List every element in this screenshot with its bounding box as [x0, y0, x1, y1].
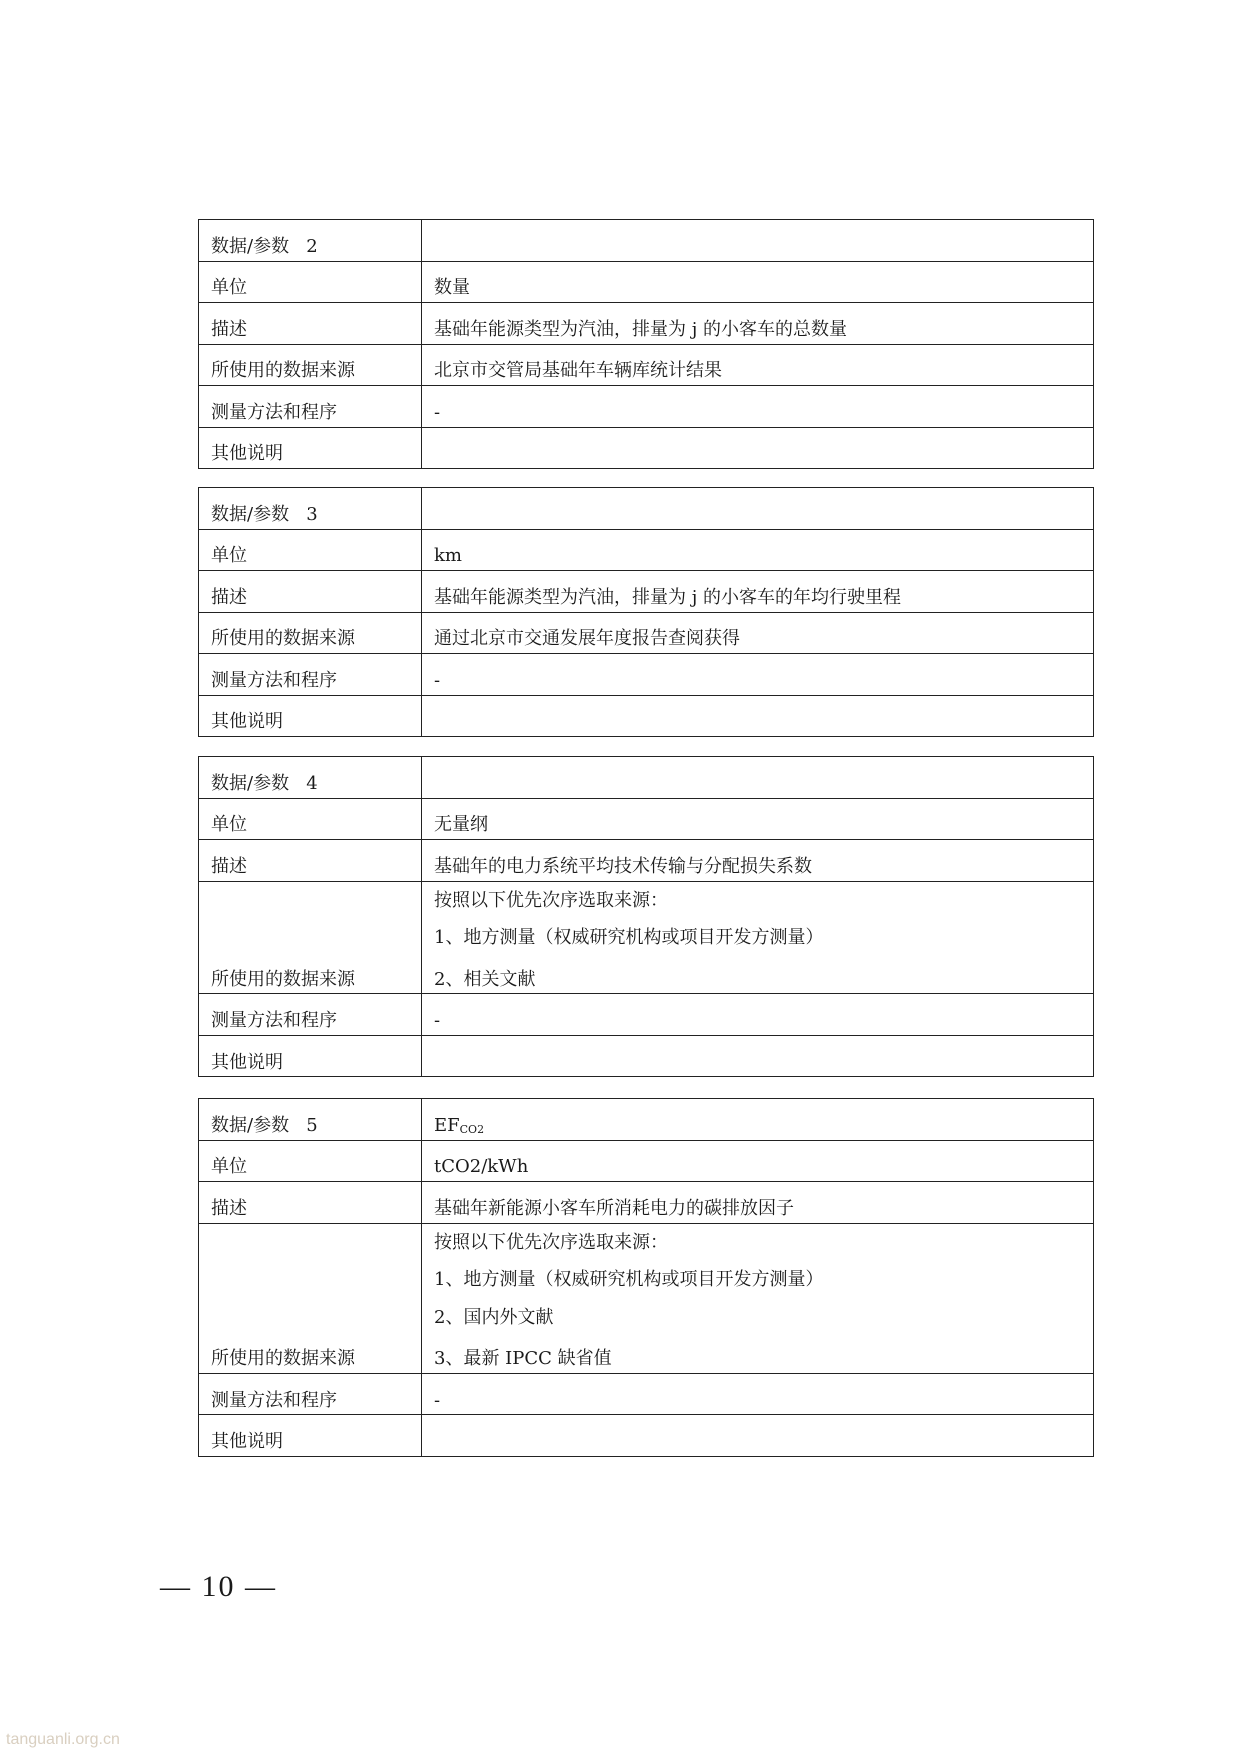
method-label: 测量方法和程序 [199, 1373, 422, 1415]
parameter-table-5 [198, 1098, 1094, 1457]
param-name-cell [422, 757, 1094, 799]
param-row [199, 488, 1094, 530]
description-value: 基础年的电力系统平均技术传输与分配损失系数 [422, 840, 1094, 882]
method-row [199, 994, 1094, 1036]
description-label: 描述 [199, 1182, 422, 1224]
param-number: 5 [306, 1114, 318, 1136]
source-line: 按照以下优先次序选取来源： [434, 889, 668, 911]
unit-label: 单位 [199, 1140, 422, 1182]
description-row [199, 840, 1094, 882]
source-value [422, 881, 1094, 994]
source-line: 1、地方测量（权威研究机构或项目开发方测量） [434, 1269, 824, 1290]
unit-label: 单位 [199, 261, 422, 303]
source-label: 所使用的数据来源 [199, 344, 422, 386]
description-row [199, 571, 1094, 613]
source-label: 所使用的数据来源 [199, 1223, 422, 1373]
param-number: 2 [306, 235, 318, 257]
param-name-subscript: CO2 [459, 1122, 485, 1136]
source-line: 3、最新 IPCC 缺省值 [434, 1348, 612, 1369]
description-row [199, 303, 1094, 345]
source-line: 2、国内外文献 [434, 1306, 554, 1328]
param-label-cell: 数据/参数 4 [199, 757, 422, 799]
parameter-table-3 [198, 487, 1094, 737]
method-value: - [422, 994, 1094, 1036]
other-value [422, 427, 1094, 469]
unit-value: 无量纲 [422, 798, 1094, 840]
param-name-cell [422, 220, 1094, 262]
source-label: 所使用的数据来源 [199, 612, 422, 654]
method-label: 测量方法和程序 [199, 654, 422, 696]
source-label: 所使用的数据来源 [199, 881, 422, 994]
source-row [199, 344, 1094, 386]
other-row [199, 427, 1094, 469]
description-label: 描述 [199, 840, 422, 882]
description-value: 基础年新能源小客车所消耗电力的碳排放因子 [422, 1182, 1094, 1224]
param-name: EF [434, 1114, 460, 1136]
page-number: — 10 — [160, 1570, 277, 1603]
description-value: 基础年能源类型为汽油，排量为 j 的小客车的年均行驶里程 [422, 571, 1094, 613]
unit-value: 数量 [422, 261, 1094, 303]
description-row [199, 1182, 1094, 1224]
param-name-cell [422, 488, 1094, 530]
source-line: 按照以下优先次序选取来源： [434, 1231, 668, 1253]
other-row [199, 695, 1094, 737]
source-line: 通过北京市交通发展年度报告查阅获得 [434, 628, 740, 650]
unit-row [199, 1140, 1094, 1182]
source-value [422, 612, 1094, 654]
method-value: - [422, 1373, 1094, 1415]
other-label: 其他说明 [199, 427, 422, 469]
unit-row [199, 261, 1094, 303]
other-row [199, 1035, 1094, 1077]
unit-label: 单位 [199, 798, 422, 840]
source-line: 1、地方测量（权威研究机构或项目开发方测量） [434, 927, 824, 948]
parameter-table-4 [198, 756, 1094, 1077]
param-number: 3 [306, 503, 318, 525]
method-value: - [422, 386, 1094, 428]
unit-label: 单位 [199, 529, 422, 571]
source-row [199, 612, 1094, 654]
param-row [199, 1099, 1094, 1141]
source-row [199, 1223, 1094, 1373]
description-label: 描述 [199, 571, 422, 613]
param-number: 4 [306, 772, 318, 794]
method-label: 测量方法和程序 [199, 386, 422, 428]
watermark: tanguanli.org.cn [6, 1731, 120, 1748]
param-name-cell [422, 1099, 1094, 1141]
param-row [199, 757, 1094, 799]
unit-value: km [422, 529, 1094, 571]
param-label-cell: 数据/参数 3 [199, 488, 422, 530]
unit-value: tCO2/kWh [422, 1140, 1094, 1182]
source-value [422, 1223, 1094, 1373]
description-value: 基础年能源类型为汽油，排量为 j 的小客车的总数量 [422, 303, 1094, 345]
other-label: 其他说明 [199, 695, 422, 737]
method-label: 测量方法和程序 [199, 994, 422, 1036]
method-row [199, 386, 1094, 428]
param-label-cell: 数据/参数 2 [199, 220, 422, 262]
other-label: 其他说明 [199, 1415, 422, 1457]
param-row [199, 220, 1094, 262]
other-label: 其他说明 [199, 1035, 422, 1077]
method-row [199, 654, 1094, 696]
source-value [422, 344, 1094, 386]
method-row [199, 1373, 1094, 1415]
other-value [422, 1415, 1094, 1457]
other-row [199, 1415, 1094, 1457]
other-value [422, 1035, 1094, 1077]
method-value: - [422, 654, 1094, 696]
unit-row [199, 798, 1094, 840]
parameter-table-2 [198, 219, 1094, 469]
param-label-cell: 数据/参数 5 [199, 1099, 422, 1141]
source-row [199, 881, 1094, 994]
unit-row [199, 529, 1094, 571]
source-line: 2、相关文献 [434, 968, 536, 990]
description-label: 描述 [199, 303, 422, 345]
source-line: 北京市交管局基础年车辆库统计结果 [434, 360, 722, 382]
other-value [422, 695, 1094, 737]
